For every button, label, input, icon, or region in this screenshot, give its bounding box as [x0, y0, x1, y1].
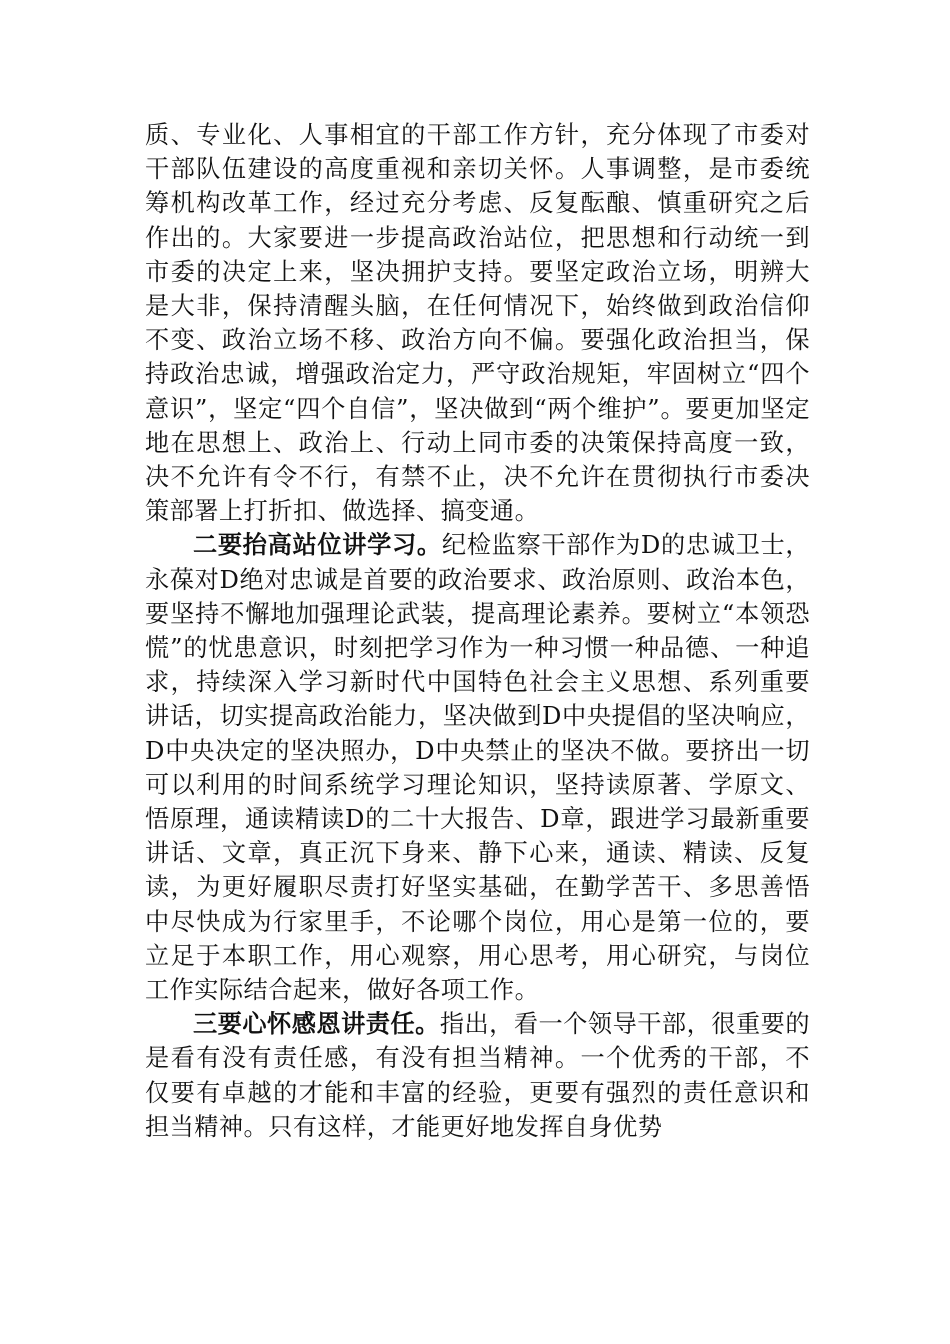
paragraph-responsibility — [145, 1007, 810, 1144]
paragraph-text: 纪检监察干部作为D的忠诚卫士，永葆对D绝对忠诚是首要的政治要求、政治原则、政治本色，要坚持不懈地加强理论武装，提高理论素养。要树立“本领恐慌”的忧患意识，时刻把学习作为一种习惯一种品德、一种追求，持续深入学习新时代中国特色社会主义思想、系列重要讲话，切实提高政治能力，坚决做到D中央提倡的坚决响应，D中央决定的坚决照办，D中央禁止的坚决不做。要挤出一切可以利用的时间系统学习理论知识，坚持读原著、学原文、悟原理，通读精读D的二十大报告、D章，跟进学习最新重要讲话、文章，真正沉下身来、静下心来，通读、精读、反复读，为更好履职尽责打好坚实基础，在勤学苦干、多思善悟中尽快成为行家里手，不论哪个岗位，用心是第一位的，要立足于本职工作，用心观察，用心思考，用心研究，与岗位工作实际结合起来，做好各项工作。 — [145, 531, 810, 1005]
paragraph-text: 质、专业化、人事相宜的干部工作方针，充分体现了市委对干部队伍建设的高度重视和亲切关怀。人事调整，是市委统筹机构改革工作，经过充分考虑、反复酝酿、慎重研究之后作出的。大家要进一步提高政治站位，把思想和行动统一到市委的决定上来，坚决拥护支持。要坚定政治立场，明辨大是大非，保持清醒头脑，在任何情况下，始终做到政治信仰不变、政治立场不移、政治方向不偏。要强化政治担当，保持政治忠诚，增强政治定力，严守政治规矩，牢固树立“四个意识”，坚定“四个自信”，坚决做到“两个维护”。要更加坚定地在思想上、政治上、行动上同市委的决策保持高度一致，决不允许有令不行，有禁不止，决不允许在贯彻执行市委决策部署上打折扣、做选择、搞变通。 — [145, 121, 810, 526]
paragraph-heading: 三要心怀感恩讲责任。 — [193, 1009, 440, 1039]
paragraph-study — [145, 528, 810, 1007]
paragraph-continuation — [145, 118, 810, 528]
paragraph-heading: 二要抬高站位讲学习。 — [193, 530, 442, 560]
document-page — [145, 118, 810, 1144]
paragraph-text: 指出，看一个领导干部，很重要的是看有没有责任感，有没有担当精神。一个优秀的干部，不仅要有卓越的才能和丰富的经验，更要有强烈的责任意识和担当精神。只有这样，才能更好地发挥自身优势 — [145, 1010, 810, 1141]
